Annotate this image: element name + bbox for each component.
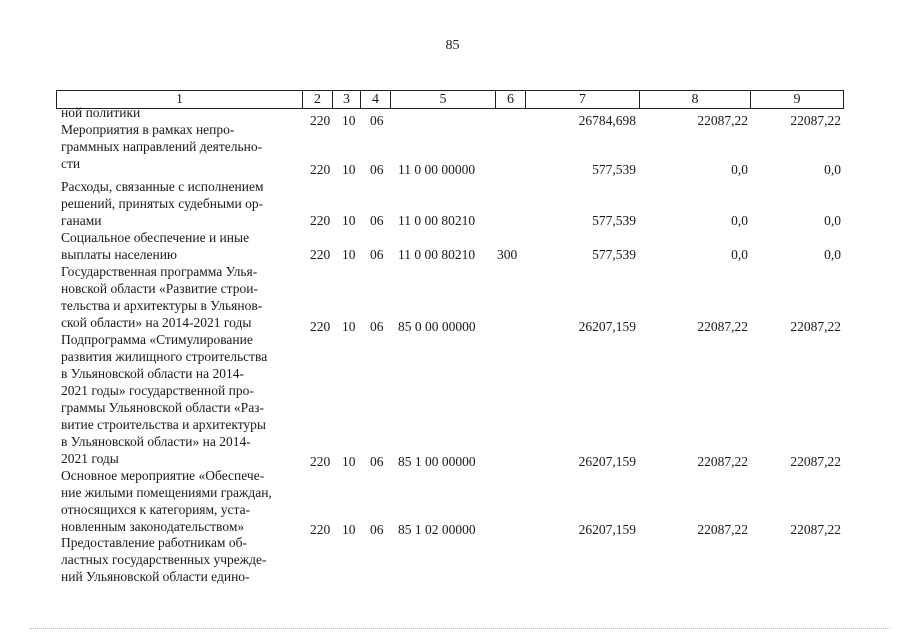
header-col-1: 1	[57, 91, 303, 108]
cell-col-5: 11 0 00 00000	[398, 162, 476, 177]
row-label-line: граммы Ульяновской области «Раз-	[61, 400, 265, 415]
cell-col-5: 11 0 00 80210	[398, 213, 476, 228]
row-label-line: развития жилищного строительства	[61, 349, 268, 364]
header-col-9: 9	[793, 92, 801, 107]
cell-col-5: 85 1 02 00000	[398, 522, 476, 537]
cell-col-4: 06	[370, 319, 384, 334]
row-label-line: ний Ульяновской области едино-	[61, 569, 250, 584]
row-label-line: ской области» на 2014-2021 годы	[61, 315, 252, 330]
cell-col-4: 06	[370, 454, 384, 469]
cell-col-3: 10	[342, 213, 356, 228]
row-label-line: 2021 годы	[61, 451, 119, 466]
cell-col-4: 06	[370, 213, 384, 228]
row-label	[61, 229, 297, 263]
row-label-line: новленным законодательством»	[61, 519, 245, 534]
row-label	[61, 331, 297, 467]
scan-edge-dots	[30, 628, 890, 633]
row-label-line: Предоставление работникам об-	[61, 535, 247, 550]
cell-col-3: 10	[342, 522, 356, 537]
cell-col-2: 220	[310, 247, 331, 262]
cell-col-4: 06	[370, 247, 384, 262]
row-label-line: ной политики	[61, 105, 141, 120]
cell-col-9: 0,0	[824, 162, 841, 177]
cell-col-7: 26207,159	[578, 522, 636, 537]
row-label-line: в Ульяновской области на 2014-	[61, 366, 244, 381]
cell-col-8: 0,0	[731, 247, 748, 262]
cell-col-7: 26784,698	[578, 113, 636, 128]
row-label-line: решений, принятых судебными ор-	[61, 196, 264, 211]
cell-col-3: 10	[342, 113, 356, 128]
cell-col-9: 0,0	[824, 213, 841, 228]
cell-col-8: 0,0	[731, 162, 748, 177]
header-col-6: 6	[496, 91, 526, 108]
cell-col-9: 22087,22	[790, 454, 841, 469]
row-label-line: сти	[61, 156, 81, 171]
cell-col-8: 0,0	[731, 213, 748, 228]
cell-col-2: 220	[310, 454, 331, 469]
cell-col-5: 85 1 00 00000	[398, 454, 476, 469]
cell-col-2: 220	[310, 522, 331, 537]
row-label-line: ние жилыми помещениями граждан,	[61, 485, 272, 500]
cell-col-2: 220	[310, 213, 331, 228]
cell-col-7: 26207,159	[578, 454, 636, 469]
row-label-line: в Ульяновской области» на 2014-	[61, 434, 251, 449]
row-label	[61, 467, 297, 535]
header-col-5: 5	[391, 91, 496, 108]
row-label-line: 2021 годы» государственной про-	[61, 383, 254, 398]
row-label-line: выплаты населению	[61, 247, 178, 262]
row-label-line: витие строительства и архитектуры	[61, 417, 266, 432]
row-label-line: новской области «Развитие строи-	[61, 281, 258, 296]
header-col-7: 7	[526, 91, 640, 108]
cell-col-5: 11 0 00 80210	[398, 247, 476, 262]
row-label-line: Социальное обеспечение и иные	[61, 230, 250, 245]
cell-col-2: 220	[310, 319, 331, 334]
cell-col-7: 577,539	[592, 213, 636, 228]
header-col-4: 4	[361, 91, 391, 108]
row-label-line: Расходы, связанные с исполнением	[61, 179, 264, 194]
cell-col-6: 300	[497, 247, 518, 262]
row-label	[61, 104, 297, 172]
page-number: 85	[445, 38, 460, 53]
row-label-line: тельства и архитектуры в Ульянов-	[61, 298, 263, 313]
cell-col-9: 22087,22	[790, 522, 841, 537]
header-col-8: 8	[640, 91, 751, 108]
row-label-line: граммных направлений деятельно-	[61, 139, 263, 154]
row-label-line: Государственная программа Улья-	[61, 264, 258, 279]
cell-col-8: 22087,22	[697, 522, 748, 537]
cell-col-3: 10	[342, 454, 356, 469]
row-label	[61, 534, 297, 585]
row-label-line: Основное мероприятие «Обеспече-	[61, 468, 265, 483]
cell-col-9: 22087,22	[790, 113, 841, 128]
header-col-3: 3	[333, 91, 361, 108]
cell-col-4: 06	[370, 162, 384, 177]
cell-col-8: 22087,22	[697, 319, 748, 334]
cell-col-2: 220	[310, 113, 331, 128]
row-label	[61, 178, 297, 229]
cell-col-7: 26207,159	[578, 319, 636, 334]
cell-col-7: 577,539	[592, 162, 636, 177]
cell-col-9: 22087,22	[790, 319, 841, 334]
row-label-line: относящихся к категориям, уста-	[61, 502, 251, 517]
cell-col-8: 22087,22	[697, 113, 748, 128]
row-label-line: Подпрограмма «Стимулирование	[61, 332, 253, 347]
row-label-line: ганами	[61, 213, 102, 228]
cell-col-3: 10	[342, 319, 356, 334]
cell-col-9: 0,0	[824, 247, 841, 262]
cell-col-3: 10	[342, 162, 356, 177]
header-col-2: 2	[303, 91, 333, 108]
cell-col-3: 10	[342, 247, 356, 262]
cell-col-4: 06	[370, 113, 384, 128]
cell-col-5: 85 0 00 00000	[398, 319, 476, 334]
row-label	[61, 263, 297, 331]
cell-col-8: 22087,22	[697, 454, 748, 469]
cell-col-2: 220	[310, 162, 331, 177]
row-label-line: Мероприятия в рамках непро-	[61, 122, 235, 137]
cell-col-7: 577,539	[592, 247, 636, 262]
row-label-line: ластных государственных учрежде-	[61, 552, 267, 567]
cell-col-4: 06	[370, 522, 384, 537]
